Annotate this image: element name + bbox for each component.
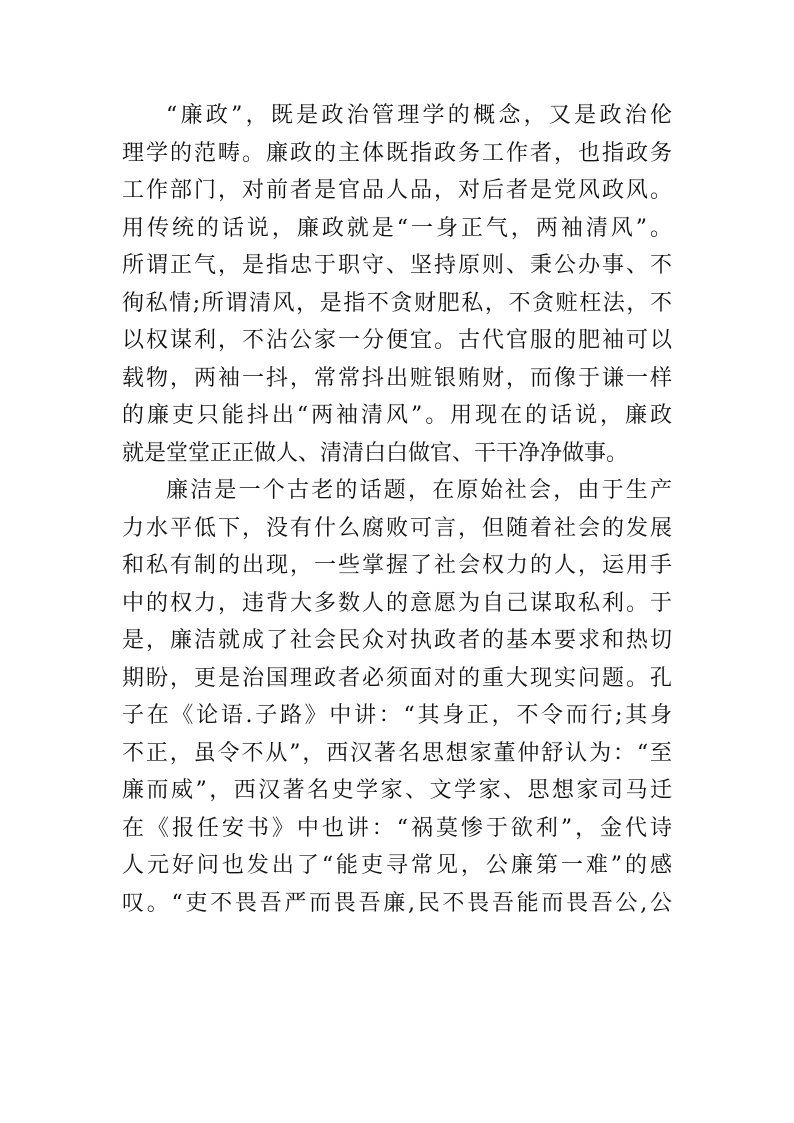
paragraph-1-line-7: 以权谋利，不沾公家一分便宜。古代官服的肥袖可以 (122, 328, 672, 353)
paragraph-1-line-5: 所谓正气，是指忠于职守、坚持原则、秉公办事、不 (122, 253, 672, 278)
paragraph-1-line-10: 就是堂堂正正做人、清清白白做官、干干净净做事。 (122, 440, 629, 466)
paragraph-1-line-9: 的廉吏只能抖出“两袖清风”。用现在的话说，廉政 (122, 403, 672, 428)
body-text (122, 97, 672, 922)
paragraph-2-line-8: 不正，虽令不从”，西汉著名思想家董仲舒认为：“至 (122, 740, 672, 766)
paragraph-2-line-6: 期盼，更是治国理政者必须面对的重大现实问题。孔 (122, 665, 672, 691)
paragraph-2-line-5: 是，廉洁就成了社会民众对执政者的基本要求和热切 (122, 628, 672, 653)
paragraph-2-line-1: 廉洁是一个古老的话题，在原始社会，由于生产 (166, 478, 672, 503)
paragraph-1-line-2: 理学的范畴。廉政的主体既指政务工作者，也指政务 (122, 140, 672, 166)
paragraph-1-line-4: 用传统的话说，廉政就是“一身正气，两袖清风”。 (122, 215, 672, 241)
paragraph-2-line-4: 中的权力，违背大多数人的意愿为自己谋取私利。于 (122, 590, 672, 616)
paragraph-1-line-1: “廉政”，既是政治管理学的概念，又是政治伦 (166, 103, 672, 128)
paragraph-2-line-2: 力水平低下，没有什么腐败可言，但随着社会的发展 (122, 515, 672, 541)
paragraph-2-line-10: 在《报任安书》中也讲：“祸莫惨于欲利”，金代诗 (122, 815, 672, 841)
paragraph-1-line-6: 徇私情;所谓清风，是指不贪财肥私，不贪赃枉法，不 (122, 290, 672, 316)
paragraph-2-line-3: 和私有制的出现，一些掌握了社会权力的人，运用手 (122, 553, 672, 578)
paragraph-2-line-9: 廉而威”，西汉著名史学家、文学家、思想家司马迁 (122, 778, 672, 803)
paragraph-2-line-11: 人元好问也发出了“能吏寻常见，公廉第一难”的感 (122, 853, 672, 878)
paragraph-2-line-7: 子在《论语.子路》中讲：“其身正，不令而行;其身 (122, 703, 672, 728)
paragraph-1-line-3: 工作部门，对前者是官品人品，对后者是党风政风。 (122, 178, 672, 203)
paragraph-2-line-12: 叹。“吏不畏吾严而畏吾廉,民不畏吾能而畏吾公,公 (122, 890, 672, 916)
paragraph-1-line-8: 载物，两袖一抖，常常抖出赃银贿财，而像于谦一样 (122, 365, 672, 391)
